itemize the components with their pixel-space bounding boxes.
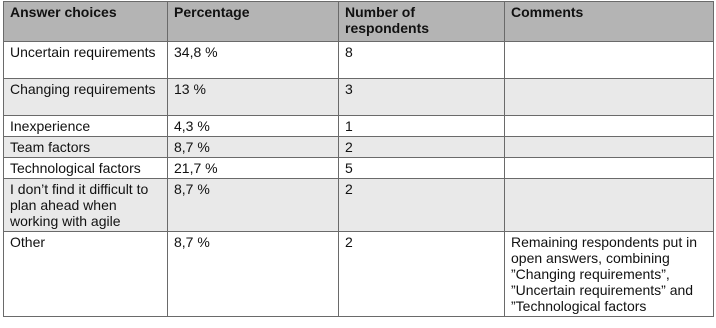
cell-respondents: 2 <box>339 232 505 317</box>
survey-results-table <box>3 1 714 317</box>
cell-comment <box>505 116 714 137</box>
header-percentage: Percentage <box>168 2 339 42</box>
table-row <box>4 137 714 158</box>
cell-answer-choice: Team factors <box>4 137 168 158</box>
cell-answer-choice: Changing requirements <box>4 79 168 116</box>
table-row <box>4 158 714 179</box>
table-row <box>4 232 714 317</box>
cell-percentage: 8,7 % <box>168 179 339 232</box>
cell-answer-choice: I don’t find it difficult to plan ahead when working with agile <box>4 179 168 232</box>
table-row <box>4 179 714 232</box>
cell-percentage: 13 % <box>168 79 339 116</box>
cell-respondents: 2 <box>339 137 505 158</box>
cell-percentage: 21,7 % <box>168 158 339 179</box>
cell-answer-choice: Technological factors <box>4 158 168 179</box>
cell-percentage: 34,8 % <box>168 42 339 79</box>
cell-comment <box>505 179 714 232</box>
header-number-of-respondents: Number of respondents <box>339 2 505 42</box>
cell-comment <box>505 137 714 158</box>
cell-percentage: 4,3 % <box>168 116 339 137</box>
table-header-row <box>4 2 714 42</box>
survey-results-table-container <box>3 1 713 317</box>
cell-comment <box>505 79 714 116</box>
cell-respondents: 3 <box>339 79 505 116</box>
cell-respondents: 2 <box>339 179 505 232</box>
cell-answer-choice: Other <box>4 232 168 317</box>
cell-respondents: 5 <box>339 158 505 179</box>
table-row <box>4 79 714 116</box>
cell-comment <box>505 158 714 179</box>
cell-comment <box>505 42 714 79</box>
header-comments: Comments <box>505 2 714 42</box>
table-row <box>4 42 714 79</box>
cell-percentage: 8,7 % <box>168 232 339 317</box>
table-row <box>4 116 714 137</box>
cell-respondents: 1 <box>339 116 505 137</box>
cell-respondents: 8 <box>339 42 505 79</box>
cell-percentage: 8,7 % <box>168 137 339 158</box>
header-answer-choices: Answer choices <box>4 2 168 42</box>
cell-comment: Remaining respondents put in open answers, combining ”Changing requirements”, ”Uncertain requirements” and ”Technological factors <box>505 232 714 317</box>
cell-answer-choice: Inexperience <box>4 116 168 137</box>
cell-answer-choice: Uncertain requirements <box>4 42 168 79</box>
